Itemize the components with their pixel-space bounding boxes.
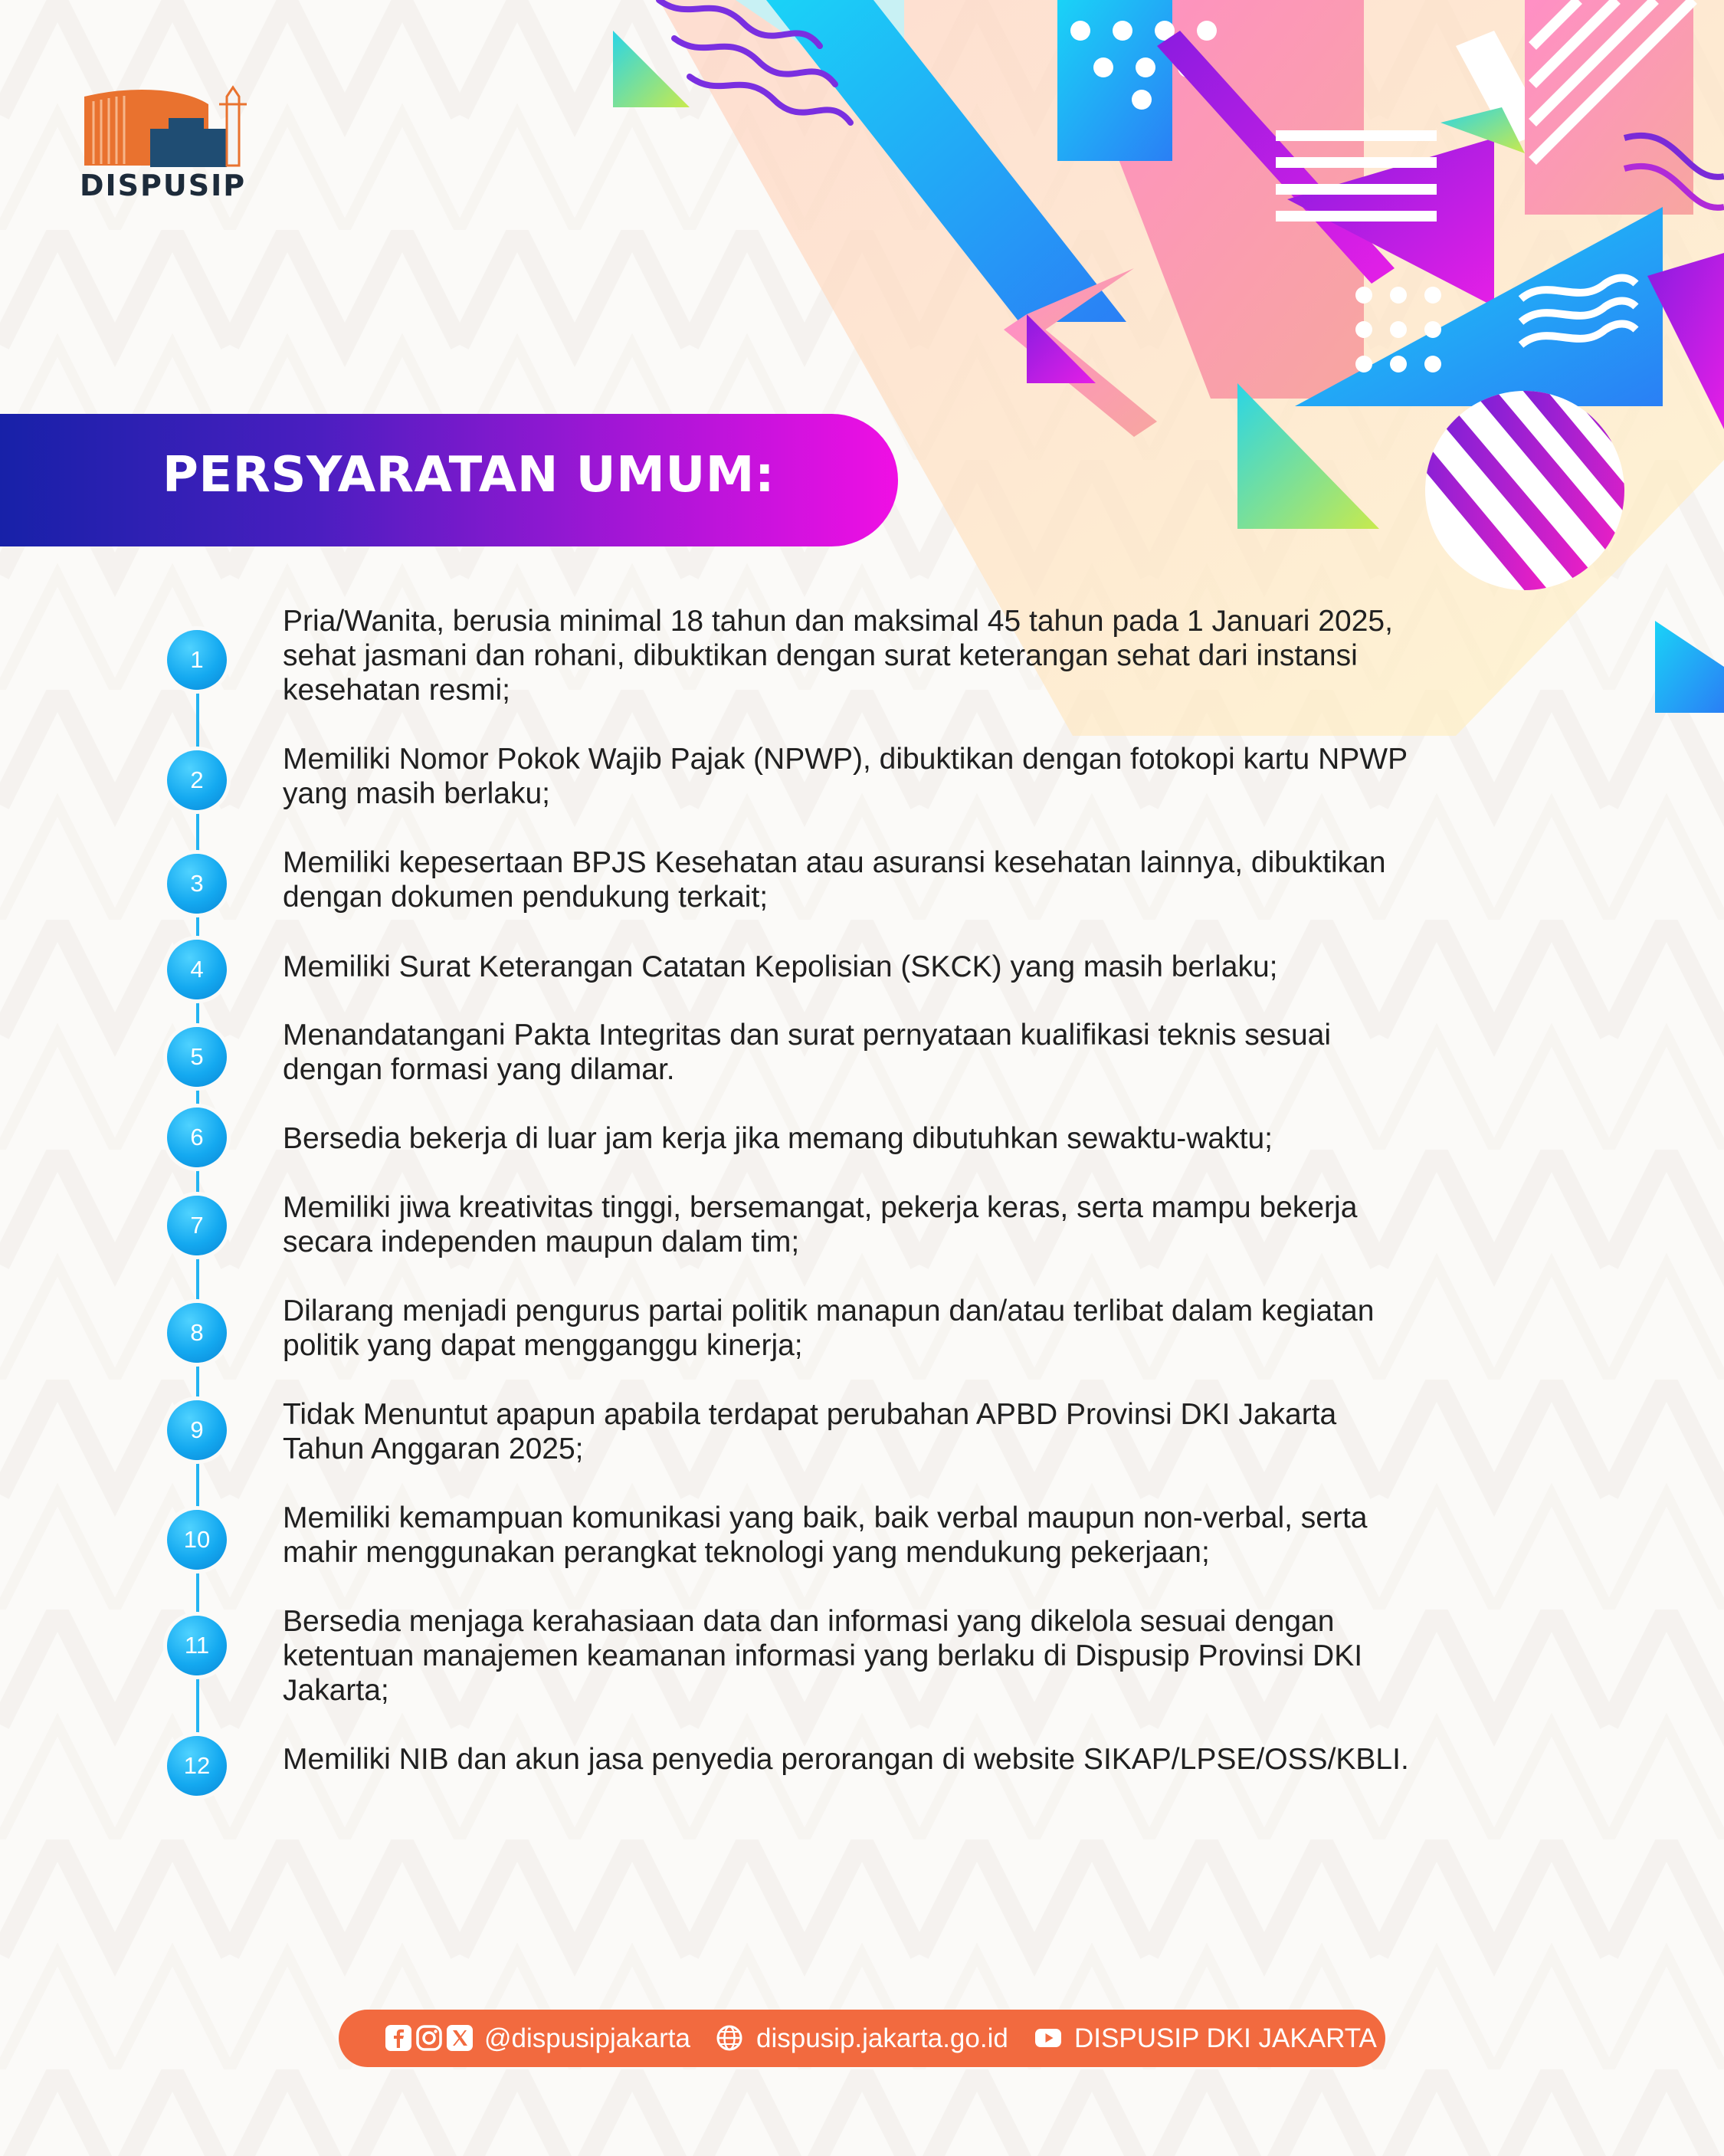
requirement-text: Tidak Menuntut apapun apabila terdapat perubahan APBD Provinsi DKI Jakarta Tahun Anggaran 2025; <box>283 1398 1337 1465</box>
requirement-text: Menandatangani Pakta Integritas dan surat pernyataan kualifikasi teknis sesuai dengan formasi yang dilamar. <box>283 1019 1332 1086</box>
social-handle[interactable]: @dispusipjakarta <box>484 2023 690 2053</box>
requirement-number: 1 <box>167 630 227 690</box>
youtube-icon[interactable] <box>1034 2024 1062 2052</box>
brand-logo <box>77 74 261 204</box>
requirement-number: 11 <box>167 1616 227 1675</box>
requirement-number: 8 <box>167 1303 227 1363</box>
requirement-number: 2 <box>167 750 227 810</box>
x-icon[interactable] <box>446 2024 474 2052</box>
title-banner <box>0 414 898 546</box>
requirement-number: 5 <box>167 1027 227 1087</box>
youtube-channel[interactable]: DISPUSIP DKI JAKARTA <box>1074 2023 1377 2053</box>
requirement-text: Memiliki NIB dan akun jasa penyedia perorangan di website SIKAP/LPSE/OSS/KBLI. <box>283 1743 1409 1776</box>
requirement-number: 9 <box>167 1400 227 1460</box>
requirement-text: Memiliki kepesertaan BPJS Kesehatan atau asuransi kesehatan lainnya, dibuktikan dengan dokumen pendukung terkait; <box>283 846 1386 914</box>
website-link[interactable]: dispusip.jakarta.go.id <box>756 2023 1008 2053</box>
brand-name: DISPUSIP <box>80 169 247 202</box>
requirement-number: 10 <box>167 1510 227 1570</box>
requirement-number: 6 <box>167 1108 227 1167</box>
requirement-text: Memiliki kemampuan komunikasi yang baik, baik verbal maupun non-verbal, serta mahir menggunakan perangkat teknologi yang mendukung pekerjaan; <box>283 1501 1368 1569</box>
requirement-text: Bersedia bekerja di luar jam kerja jika memang dibutuhkan sewaktu-waktu; <box>283 1122 1273 1155</box>
requirement-number: 7 <box>167 1196 227 1255</box>
requirement-text: Dilarang menjadi pengurus partai politik manapun dan/atau terlibat dalam kegiatan politik yang dapat mengganggu kinerja; <box>283 1295 1375 1362</box>
requirement-text: Memiliki jiwa kreativitas tinggi, bersemangat, pekerja keras, serta mampu bekerja secara independen maupun dalam tim; <box>283 1191 1358 1258</box>
requirement-number: 3 <box>167 854 227 914</box>
requirement-text: Memiliki Nomor Pokok Wajib Pajak (NPWP), dibuktikan dengan fotokopi kartu NPWP yang masih berlaku; <box>283 743 1408 810</box>
requirement-text: Bersedia menjaga kerahasiaan data dan informasi yang dikelola sesuai dengan ketentuan manajemen keamanan informasi yang berlaku di Dispusip Provinsi DKI Jakarta; <box>283 1605 1363 1707</box>
requirement-number: 12 <box>167 1736 227 1796</box>
page-title: PERSYARATAN UMUM: <box>162 447 775 504</box>
dispusip-logo-icon <box>77 74 261 172</box>
requirement-text: Pria/Wanita, berusia minimal 18 tahun dan maksimal 45 tahun pada 1 Januari 2025, sehat jasmani dan rohani, dibuktikan dengan surat keterangan sehat dari instansi kesehatan resmi; <box>283 605 1393 707</box>
footer-bar <box>339 2010 1385 2067</box>
facebook-icon[interactable] <box>385 2024 412 2052</box>
globe-icon <box>716 2024 743 2052</box>
instagram-icon[interactable] <box>415 2024 443 2052</box>
requirement-number: 4 <box>167 940 227 999</box>
requirement-text: Memiliki Surat Keterangan Catatan Kepolisian (SKCK) yang masih berlaku; <box>283 950 1278 983</box>
